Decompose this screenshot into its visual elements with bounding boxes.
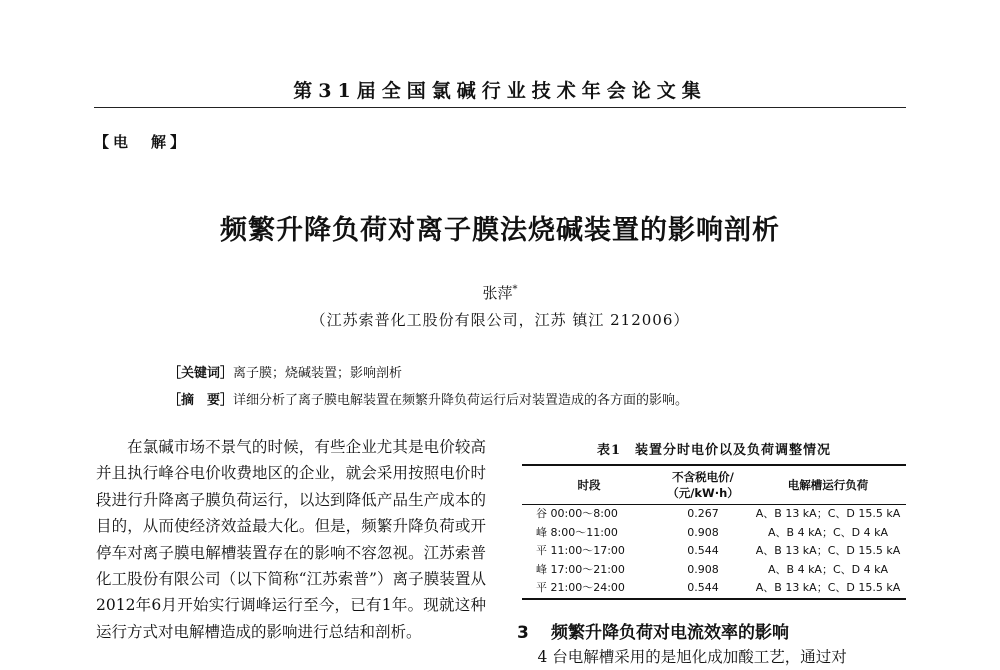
body-paragraph: 在氯碱市场不景气的时候，有些企业尤其是电价较高并且执行峰谷电价收费地区的企业，就会采用按照电价时段进行升降离子膜负荷运行，以达到降低产品生产成本的目的，从而使经济效益最大化。但是，频繁升降负荷或开停车对离子膜电解槽装置存在的影响不容忽视。江苏索普化工股份有限公司（以下简称“江苏索普”）离子膜装置从2012年6月开始实行调峰运行至今，已有1年。现就这种运行方式对电解槽造成的影响进行总结和剖析。 — [96, 438, 486, 641]
author — [0, 282, 1000, 303]
table-header-row — [522, 465, 906, 505]
table-cell: 0.544 — [656, 579, 750, 599]
section-heading — [517, 618, 789, 643]
abstract-label: ［摘 要］ — [168, 393, 234, 408]
table-row — [522, 505, 906, 524]
section-number: 3 — [517, 623, 529, 643]
author-name: 张萍 — [482, 284, 513, 302]
table-caption: 表1 装置分时电价以及负荷调整情况 — [596, 443, 832, 458]
table-cell: 平 11:00～17:00 — [536, 544, 625, 557]
keywords — [168, 362, 402, 381]
running-header: 第31届全国氯碱行业技术年会论文集 — [293, 80, 707, 102]
table-cell: A、B 4 kA；C、D 4 kA — [768, 562, 888, 576]
table-header-cell: 时段 — [522, 465, 656, 505]
abstract — [168, 389, 688, 408]
table-row — [522, 524, 906, 543]
table-cell: 峰 17:00～21:00 — [536, 562, 625, 576]
table-cell: 峰 8:00～11:00 — [536, 525, 618, 539]
table-row — [522, 561, 906, 580]
section-tag: 【电 解】 — [94, 133, 190, 151]
table-row — [522, 579, 906, 599]
table-header-cell: 电解槽运行负荷 — [750, 465, 906, 505]
table-cell: 0.544 — [687, 544, 719, 557]
table-cell: 平 21:00～24:00 — [522, 579, 656, 599]
header-rule — [94, 107, 906, 108]
paper-title: 频繁升降负荷对离子膜法烧碱装置的影响剖析 — [220, 215, 780, 246]
tariff-table — [522, 464, 906, 600]
table-cell: 谷 00:00～8:00 — [536, 507, 618, 520]
table-cell: 0.908 — [687, 525, 719, 539]
affiliation: （江苏索普化工股份有限公司，江苏 镇江 212006） — [310, 311, 690, 329]
table-cell: A、B 13 kA；C、D 15.5 kA — [755, 507, 901, 520]
table-cell: A、B 13 kA；C、D 15.5 kA — [750, 579, 906, 599]
section-title: 频繁升降负荷对电流效率的影响 — [551, 623, 789, 643]
table-header-cell: 不含税电价/（元/kW·h） — [656, 465, 750, 505]
keywords-text: 离子膜；烧碱装置；影响剖析 — [233, 366, 403, 381]
table-cell: A、B 4 kA；C、D 4 kA — [768, 525, 888, 539]
author-mark: * — [512, 284, 518, 295]
keywords-label: ［关键词］ — [168, 366, 234, 381]
table-cell: 0.908 — [687, 562, 719, 576]
section-body: 4 台电解槽采用的是旭化成加酸工艺，通过对 — [537, 648, 847, 666]
table-row — [522, 542, 906, 561]
abstract-text: 详细分析了离子膜电解装置在频繁升降负荷运行后对装置造成的各方面的影响。 — [233, 393, 689, 408]
table-cell: A、B 13 kA；C、D 15.5 kA — [755, 544, 901, 557]
table-cell: 0.267 — [687, 507, 719, 520]
